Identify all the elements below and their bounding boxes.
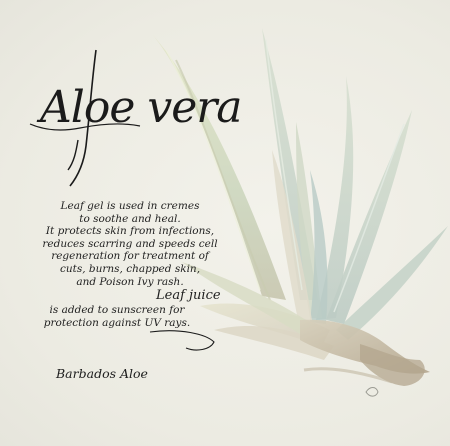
description-line: cuts, burns, chapped skin, — [59, 262, 201, 275]
common-name: Barbados Aloe — [56, 366, 148, 381]
title-flourish — [68, 140, 78, 170]
artwork-title: Aloe vera — [40, 82, 242, 133]
description-line: Leaf gel is used in cremes — [60, 200, 200, 212]
artist-monogram — [366, 388, 378, 397]
juice-text — [32, 304, 202, 329]
juice-line: protection against UV rays. — [43, 316, 191, 329]
juice-line: is added to sunscreen for — [49, 304, 185, 316]
description-line: and Poison Ivy rash. — [76, 275, 184, 288]
description-line: to soothe and heal. — [79, 212, 181, 225]
leaf-juice-heading: Leaf juice — [156, 288, 221, 303]
description-line: regeneration for treatment of — [51, 250, 209, 263]
text-flourish — [150, 331, 214, 350]
description-line: It protects skin from infections, — [45, 225, 215, 238]
description-line: reduces scarring and speeds cell — [42, 237, 218, 250]
description-text — [30, 200, 230, 288]
